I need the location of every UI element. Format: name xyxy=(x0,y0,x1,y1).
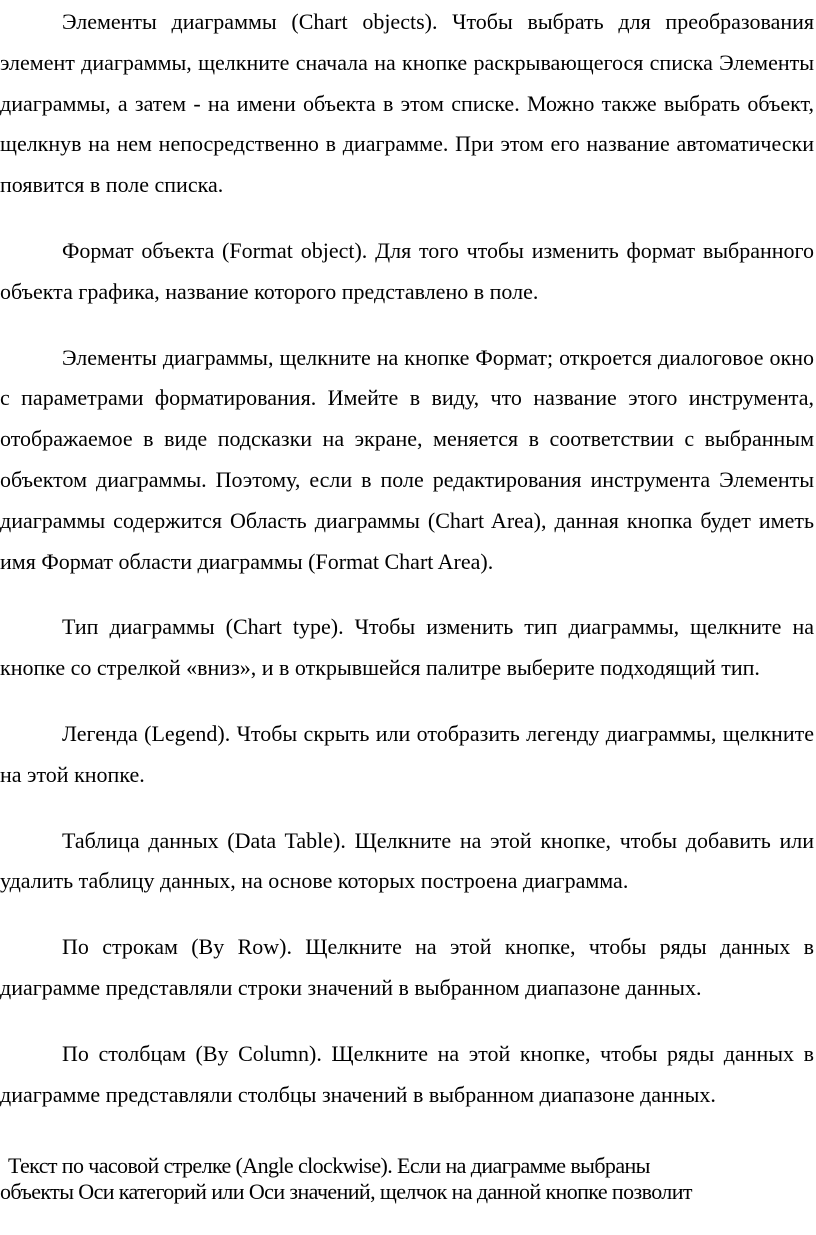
angle-clockwise-line-1: Текст по часовой стрелке (Angle clockwise). Если на диаграмме выбраны xyxy=(8,1153,650,1179)
paragraph-by-column: По столбцам (By Column). Щелкните на этой кнопке, чтобы ряды данных в диаграмме представляли столбцы значений в выбранном диапазоне данных. xyxy=(0,1040,814,1107)
paragraph-chart-objects: Элементы диаграммы (Chart objects). Чтобы выбрать для преобразования элемент диаграммы, щелкните сначала на кнопке раскрывающегося списка Элементы диаграммы, а затем - на имени объекта в этом списке. Можно также выбрать объект, щелкнув на нем непосредственно в диаграмме. При этом его название автоматически появится в поле списка. xyxy=(0,9,814,198)
angle-clockwise-line-2: объекты Оси категорий или Оси значений, щелчок на данной кнопке позволит xyxy=(0,1179,692,1205)
paragraph-by-row: По строкам (By Row). Щелкните на этой кнопке, чтобы ряды данных в диаграмме представляли строки значений в выбранном диапазоне данных. xyxy=(0,934,814,1000)
paragraph-legend: Легенда (Legend). Чтобы скрыть или отобразить легенду диаграммы, щелкните на этой кнопке. xyxy=(0,720,814,787)
paragraph-format-button: Элементы диаграммы, щелкните на кнопке Формат; откроется диалоговое окно с параметрами форматирования. Имейте в виду, что название этого инструмента, отображаемое в виде подсказки на экране, меняется в соответствии с выбранным объектом диаграммы. Поэтому, если в поле редактирования инструмента Элементы диаграммы содержится Область диаграммы (Chart Area), данная кнопка будет иметь имя Формат области диаграммы (Format Chart Area). xyxy=(0,344,814,574)
paragraph-format-object: Формат объекта (Format object). Для того чтобы изменить формат выбранного объекта графика, название которого представлено в поле. xyxy=(0,237,814,304)
document-body xyxy=(0,2,814,1230)
paragraph-angle-clockwise xyxy=(0,1153,814,1205)
paragraph-chart-type: Тип диаграммы (Chart type). Чтобы изменить тип диаграммы, щелкните на кнопке со стрелкой «вниз», и в открывшейся палитре выберите подходящий тип. xyxy=(0,614,814,681)
paragraph-data-table: Таблица данных (Data Table). Щелкните на этой кнопке, чтобы добавить или удалить таблицу данных, на основе которых построена диаграмма. xyxy=(0,827,814,894)
